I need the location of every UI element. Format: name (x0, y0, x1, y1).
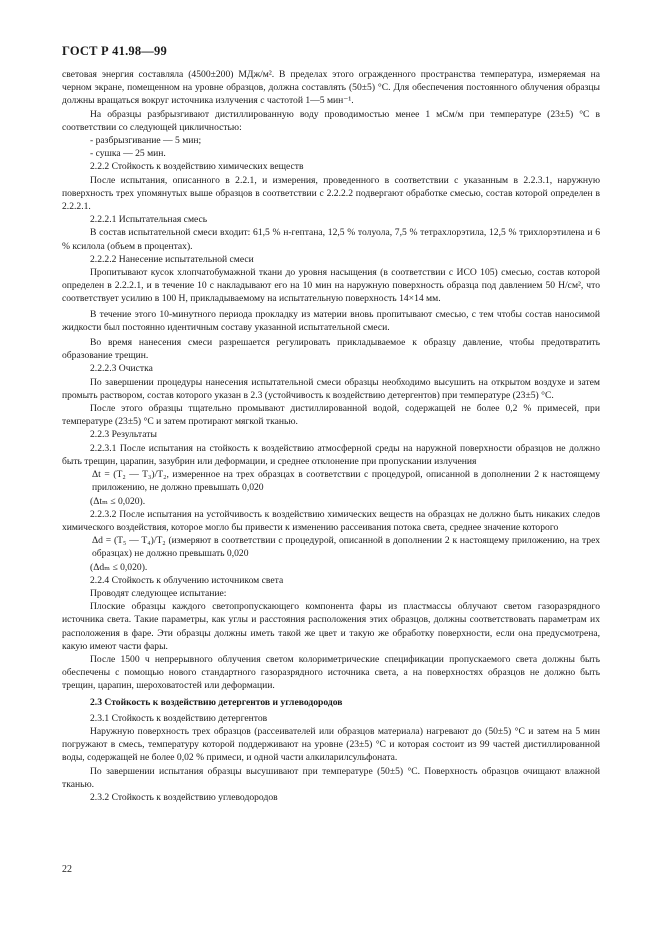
formula-condition: (Δdₘ ≤ 0,020). (90, 561, 148, 573)
paragraph: Наружную поверхность трех образцов (рассеивателей или образцов материала) нагревают до (50±5) °С и затем на 5 мин погружают в смесь, температуру которой поддерживают на уровне (23±5) °С и которая состоит из 99 частей дистиллированной воды, содержащей не более 0,02 % примеси, и одной части алкиларилсульфоната. (62, 725, 600, 764)
formula-condition: (Δtₘ ≤ 0,020). (90, 495, 146, 507)
paragraph: На образцы разбрызгивают дистиллированную воду проводимостью менее 1 мСм/м при температуре (23±5) °С в соответствии со следующей цикличностью: (62, 108, 600, 133)
list-item: - разбрызгивание — 5 мин; (90, 135, 202, 147)
subsection-heading: 2.2.2.1 Испытательная смесь (90, 214, 208, 226)
subsection-heading: 2.2.3 Результаты (90, 429, 157, 441)
paragraph: Плоские образцы каждого светопропускающего компонента фары из пластмассы облучают светом газоразрядного источника света. Такие параметры, как углы и расстояния расположения этих образцов, должны соответствовать параметрам их расположения в фаре. Эти образцы должны иметь такой же цвет и такую же обработку поверхности, если она предусмотрена, какую имеют части фары. (62, 601, 600, 652)
paragraph: По завершении испытания образцы высушивают при температуре (50±5) °С. Поверхность образцов очищают влажной тканью. (62, 765, 600, 790)
paragraph: 2.2.3.2 После испытания на устойчивость к воздействию химических веществ на образцах не должно быть никаких следов химического воздействия, которое могло бы привести к изменению рассеивания потока света, среднее значение которого (62, 508, 600, 533)
subsection-heading: 2.2.2 Стойкость к воздействию химических веществ (90, 161, 304, 173)
paragraph: После 1500 ч непрерывного облучения светом колориметрические спецификации пропускаемого света должны быть обеспечены с помощью нового стандартного газоразрядного источника света, а на поверхностях образцов не должно быть трещин, царапин, шероховатостей или деформации. (62, 653, 600, 692)
formula-paragraph: Δt = (T₂ — T₃)/T₂, измеренное на трех образцах в соответствии с процедурой, описанной в дополнении 2 к настоящему приложению, не должно превышать 0,020 (92, 469, 600, 494)
paragraph: Проводят следующее испытание: (90, 587, 227, 599)
paragraph: По завершении процедуры нанесения испытательной смеси образцы необходимо высушить на открытом воздухе и затем промыть раствором, состав которого указан в 2.3 (устойчивость к воздействию детергентов) при температуре (23±5) °С. (62, 376, 600, 401)
subsection-heading: 2.3.1 Стойкость к воздействию детергентов (90, 712, 268, 724)
list-item: - сушка — 25 мин. (90, 148, 166, 160)
section-heading: 2.3 Стойкость к воздействию детергентов и углеводородов (90, 696, 343, 708)
subsection-heading: 2.2.4 Стойкость к облучению источником света (90, 574, 284, 586)
subsection-heading: 2.2.2.2 Нанесение испытательной смеси (90, 253, 254, 265)
document-header: ГОСТ Р 41.98—99 (62, 44, 167, 58)
paragraph: Пропитывают кусок хлопчатобумажной ткани до уровня насыщения (в соответствии с ИСО 105) смесью, состав которой определен в 2.2.2.1, и в течение 10 с накладывают его на 10 мин на наружную поверхность образца под давлением 50 Н/см², что соответствует усилию в 100 Н, прикладываемому на испытательную поверхность 14×14 мм. (62, 267, 600, 305)
paragraph: 2.2.3.1 После испытания на стойкость к воздействию атмосферной среды на наружной поверхности образцов не должно быть трещин, царапин, зазубрин или деформации, и среднее отклонение при пропускании излучения (62, 442, 600, 467)
document-body (62, 68, 600, 804)
subsection-heading: 2.2.2.3 Очистка (90, 363, 153, 375)
paragraph: В течение этого 10-минутного периода прокладку из материи вновь пропитывают смесью, с тем чтобы состав наносимой жидкости был постоянно идентичным составу указанной испытательной смеси. (62, 308, 600, 333)
formula-paragraph: Δd = (T₅ — T₄)/T₂ (измеряют в соответствии с процедурой, описанной в дополнении 2 к настоящему приложению, на трех образцах) не должно превышать 0,020 (92, 535, 600, 560)
paragraph: В состав испытательной смеси входит: 61,5 % н-гептана, 12,5 % толуола, 7,5 % тетрахлорэтила, 12,5 % трихлорэтилена и 6 % ксилола (объем в процентах). (62, 227, 600, 252)
paragraph: После этого образцы тщательно промывают дистиллированной водой, содержащей не более 0,2 % примесей, при температуре (23±5) °С и затем протирают мягкой тканью. (62, 403, 600, 428)
paragraph: световая энергия составляла (4500±200) МДж/м². В пределах этого огражденного пространства температура, измеряемая на черном экране, помещенном на уровне образцов, должна составлять (50±5) °С. Для обеспечения постоянного облучения образцы должны вращаться вокруг источника излучения с частотой 1—5 мин⁻¹. (62, 69, 600, 107)
page-number: 22 (62, 864, 72, 875)
paragraph: После испытания, описанного в 2.2.1, и измерения, проведенного в соответствии с указанным в 2.2.3.1, наружную поверхность трех упомянутых выше образцов в соответствии с 2.2.2.2 подвергают обработке смесью, состав которой определен в 2.2.2.1. (62, 174, 600, 213)
subsection-heading: 2.3.2 Стойкость к воздействию углеводородов (90, 791, 278, 803)
paragraph: Во время нанесения смеси разрешается регулировать прикладываемое к образцу давление, чтобы предотвратить образование трещин. (62, 337, 600, 362)
